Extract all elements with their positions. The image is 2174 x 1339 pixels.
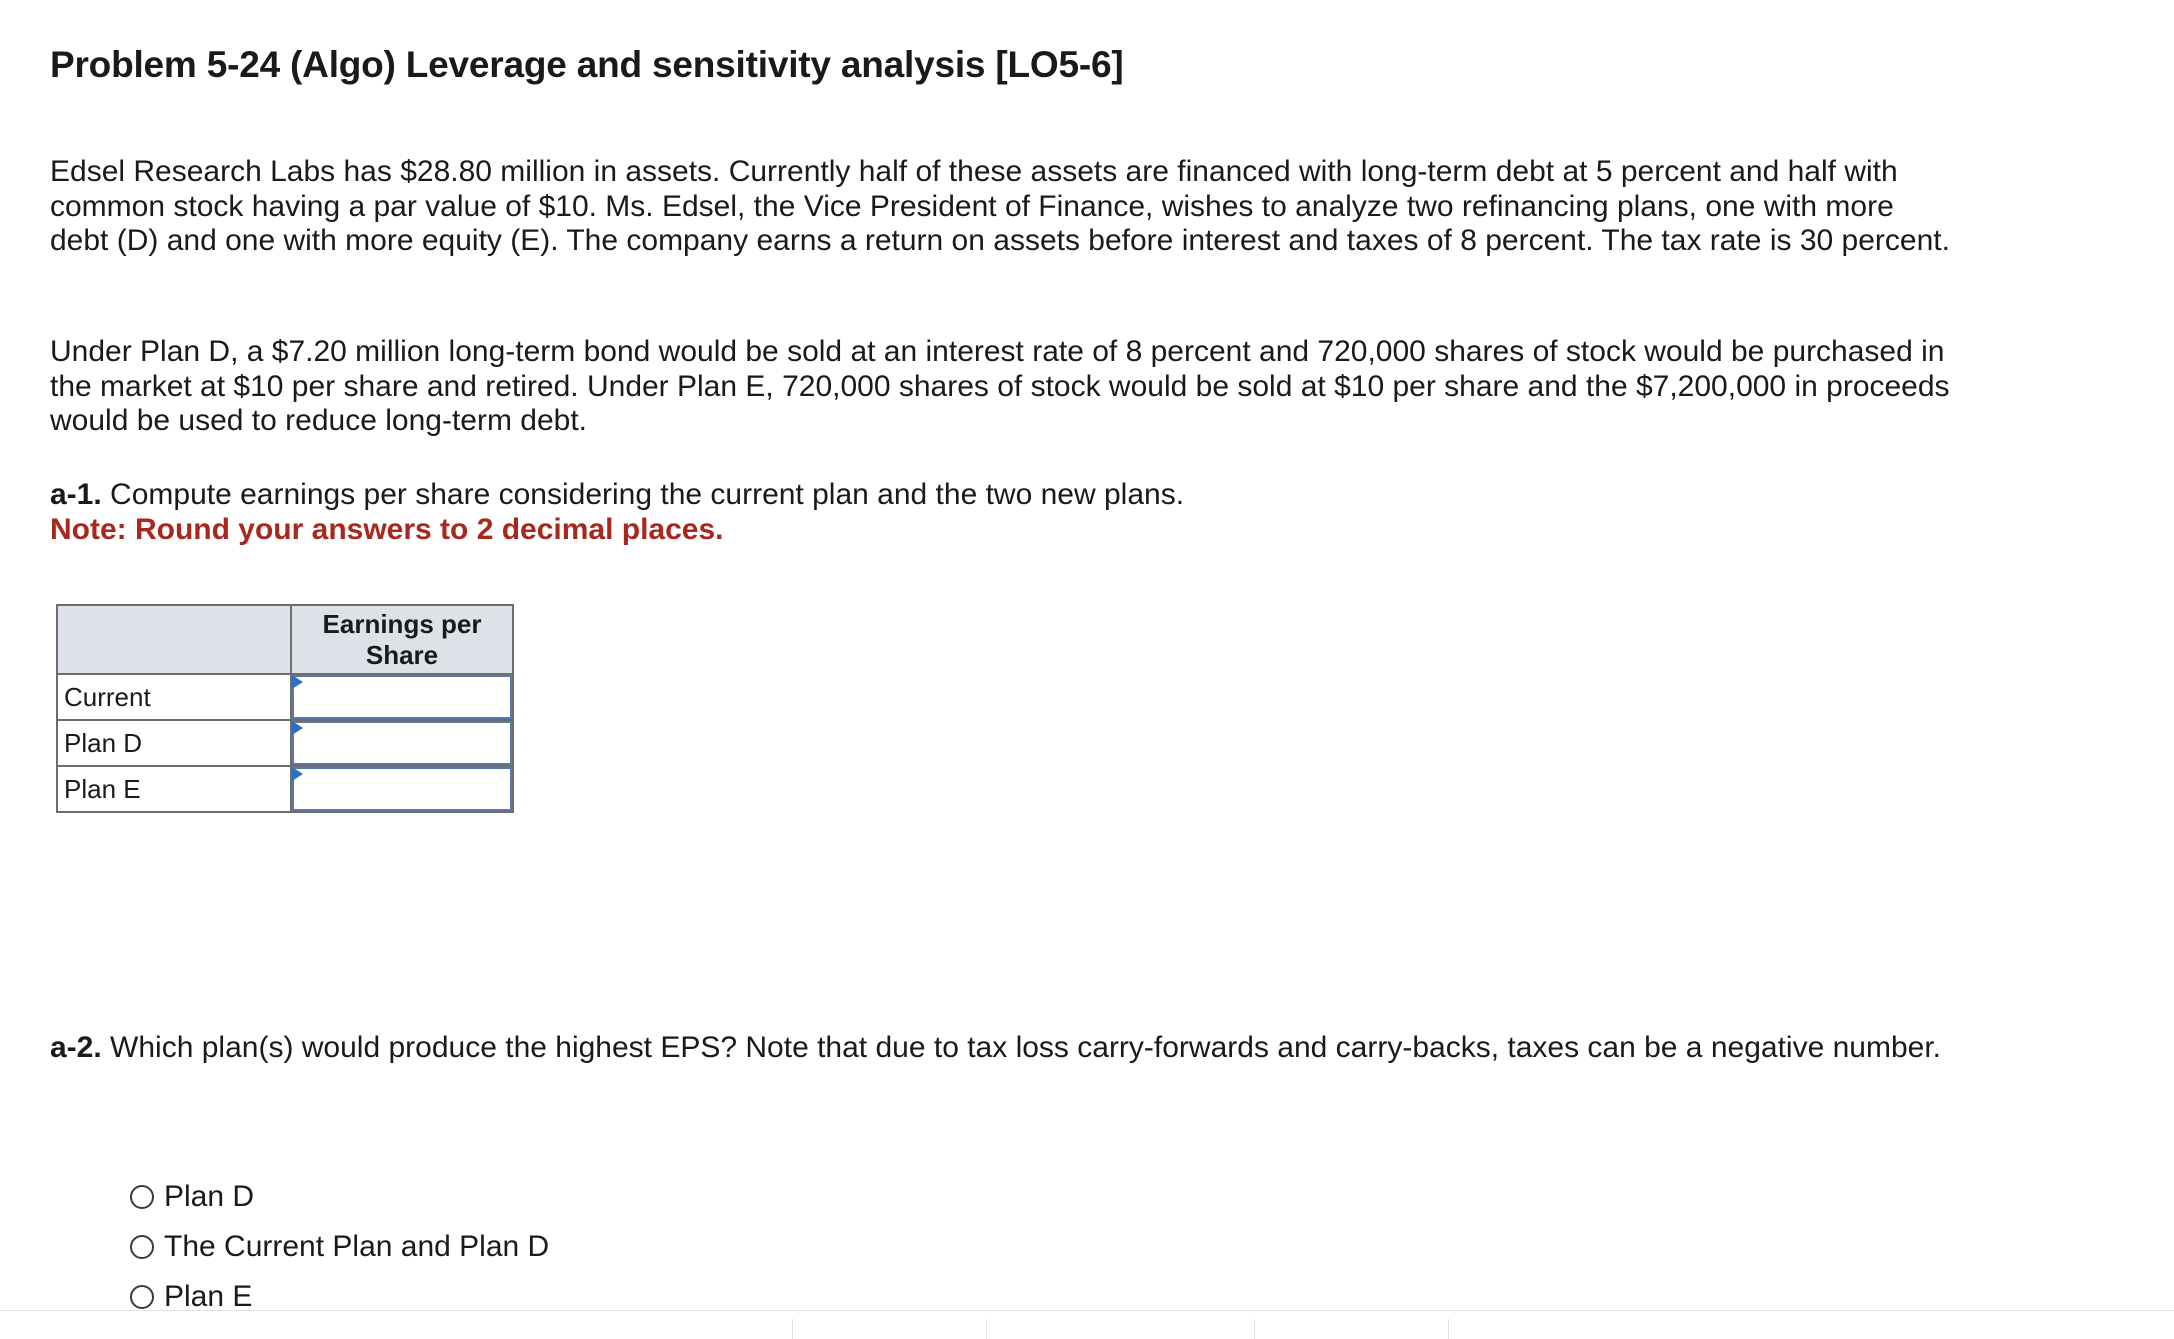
problem-paragraph-2: Under Plan D, a $7.20 million long-term bond would be sold at an interest rate of 8 percent and 720,000 shares of stock would be purchased in the market at $10 per share and retired. Under Plan E, 720,000 shares of stock would be sold at $10 per share and the $7,200,000 in proceeds would be used to reduce long-term debt. bbox=[50, 335, 1950, 437]
eps-input-cell-plan-d bbox=[291, 720, 513, 766]
footer-divider bbox=[986, 1319, 987, 1339]
eps-answer-table bbox=[56, 604, 514, 813]
eps-table-corner-cell bbox=[57, 605, 291, 674]
flag-icon bbox=[292, 675, 303, 689]
row-label-plan-e: Plan E bbox=[57, 766, 291, 812]
radio-button-icon[interactable] bbox=[130, 1285, 154, 1309]
radio-button-icon[interactable] bbox=[130, 1185, 154, 1209]
option-current-and-plan-d-label: The Current Plan and Plan D bbox=[164, 1230, 550, 1263]
option-plan-e[interactable] bbox=[130, 1272, 549, 1310]
eps-plan-options bbox=[130, 1172, 549, 1310]
eps-input-cell-current bbox=[291, 674, 513, 720]
option-plan-d[interactable] bbox=[130, 1172, 549, 1222]
option-plan-d-label: Plan D bbox=[164, 1180, 255, 1213]
footer-bar bbox=[0, 1310, 2174, 1339]
footer-divider bbox=[1448, 1319, 1449, 1339]
footer-divider bbox=[792, 1319, 793, 1339]
question-a2-label: a-2. bbox=[50, 1031, 102, 1064]
question-a2 bbox=[50, 1031, 1950, 1066]
eps-input-cell-plan-e bbox=[291, 766, 513, 812]
flag-icon bbox=[292, 767, 303, 781]
problem-paragraph-1: Edsel Research Labs has $28.80 million in assets. Currently half of these assets are financed with long-term debt at 5 percent and half with common stock having a par value of $10. Ms. Edsel, the Vice President of Finance, wishes to analyze two refinancing plans, one with more debt (D) and one with more equity (E). The company earns a return on assets before interest and taxes of 8 percent. The tax rate is 30 percent. bbox=[50, 155, 1950, 257]
question-a1-text: Compute earnings per share considering the current plan and the two new plans. bbox=[110, 478, 1185, 511]
table-row bbox=[57, 720, 513, 766]
radio-button-icon[interactable] bbox=[130, 1235, 154, 1259]
option-plan-e-label: Plan E bbox=[164, 1280, 253, 1310]
option-current-and-plan-d[interactable] bbox=[130, 1222, 549, 1272]
question-a2-text: Which plan(s) would produce the highest EPS? Note that due to tax loss carry-forwards and carry-backs, taxes can be a negative number. bbox=[110, 1031, 1941, 1064]
row-label-plan-d: Plan D bbox=[57, 720, 291, 766]
table-row bbox=[57, 674, 513, 720]
eps-column-header bbox=[291, 605, 513, 674]
eps-column-header-line1: Earnings per bbox=[322, 608, 482, 639]
eps-input-plan-e[interactable] bbox=[292, 767, 512, 811]
eps-table-header-row bbox=[57, 605, 513, 674]
footer-divider bbox=[1254, 1319, 1255, 1339]
eps-column-header-line2: Share bbox=[365, 639, 439, 670]
eps-input-current[interactable] bbox=[292, 675, 512, 719]
row-label-current: Current bbox=[57, 674, 291, 720]
question-a1-label: a-1. bbox=[50, 478, 102, 511]
question-a1 bbox=[50, 478, 1950, 547]
eps-input-plan-d[interactable] bbox=[292, 721, 512, 765]
table-row bbox=[57, 766, 513, 812]
flag-icon bbox=[292, 721, 303, 735]
rounding-note: Note: Round your answers to 2 decimal places. bbox=[50, 512, 724, 546]
problem-title: Problem 5-24 (Algo) Leverage and sensitivity analysis [LO5-6] bbox=[50, 44, 1124, 85]
